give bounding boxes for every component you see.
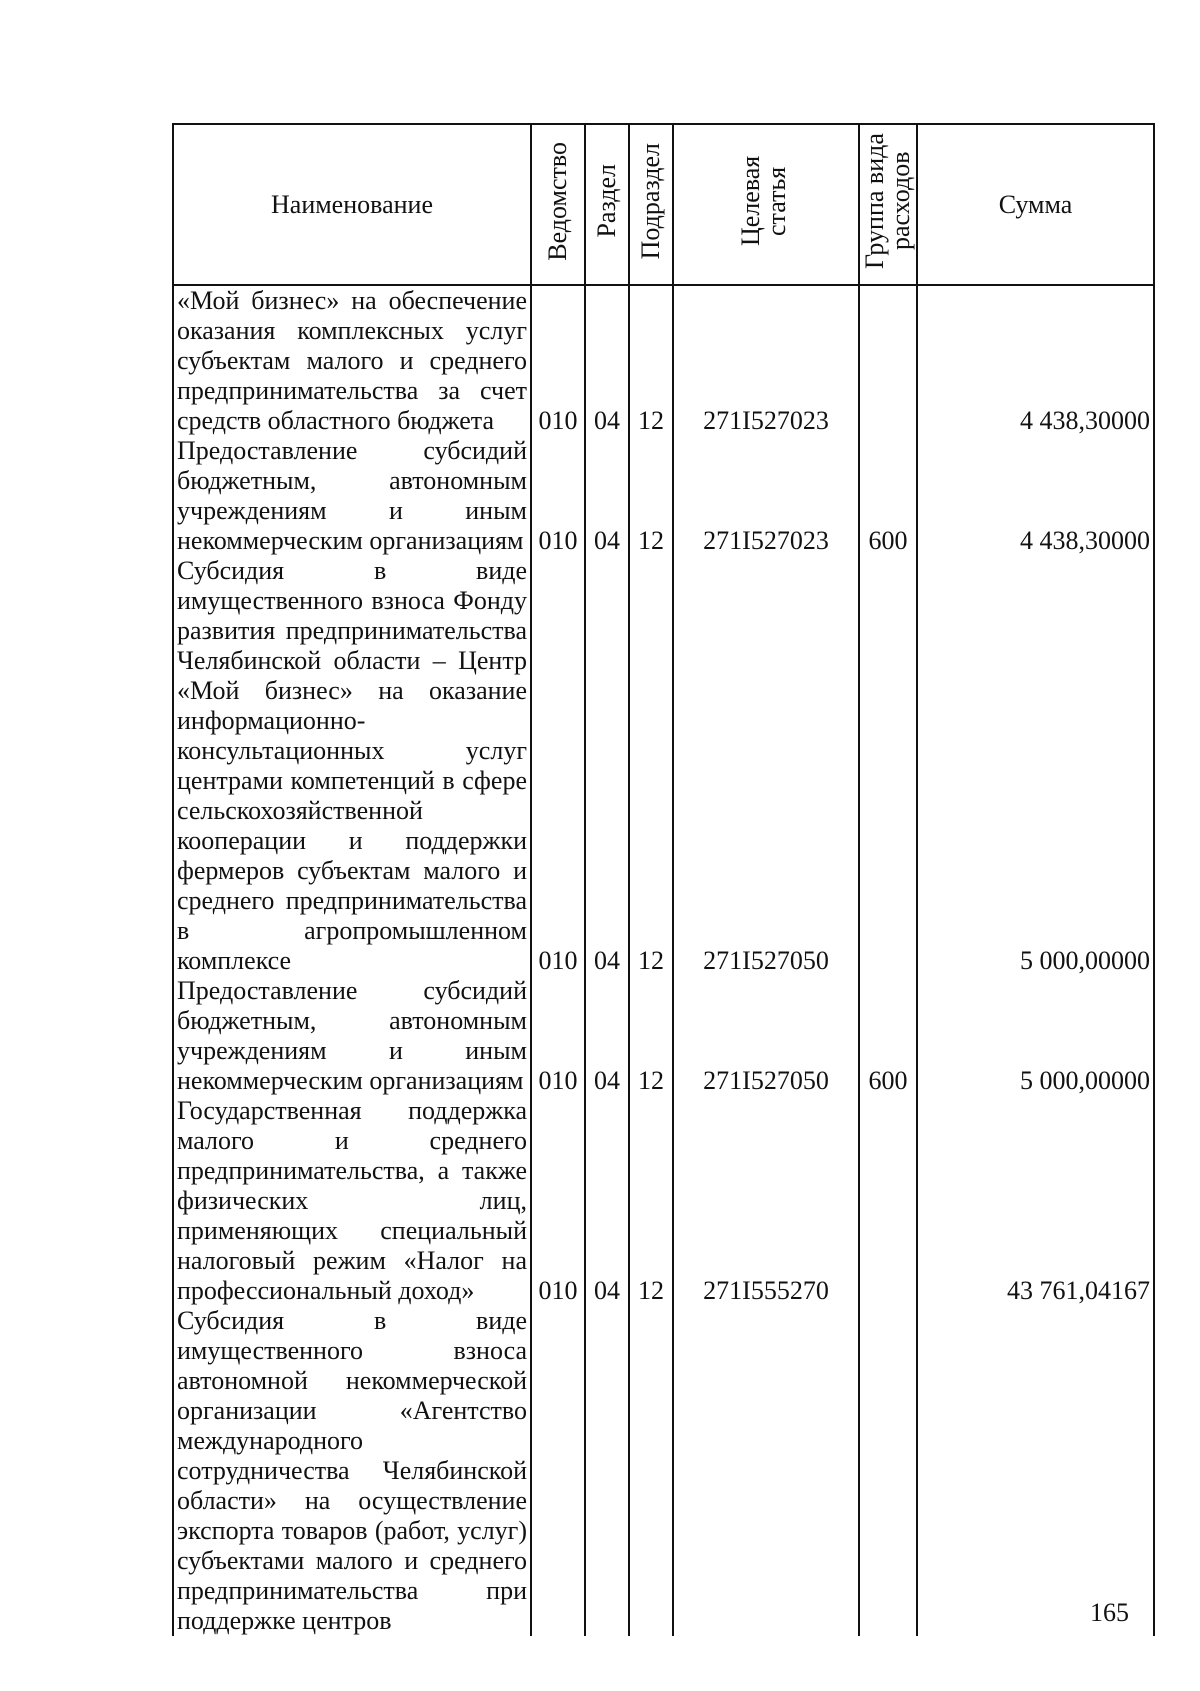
row-target-article: 271I527023	[673, 285, 859, 436]
budget-table	[172, 123, 1155, 1636]
row-department: 010	[531, 556, 585, 976]
row-name: «Мой бизнес» на обеспечение оказания комплексных услуг субъектам малого и среднего предпринимательства за счет средств областного бюджета	[173, 285, 531, 436]
row-department: 010	[531, 436, 585, 556]
row-name: Государственная поддержка малого и среднего предпринимательства, а также физических лиц, применяющих специальный налоговый режим «Налог на профессиональный доход»	[173, 1096, 531, 1306]
table-row	[173, 976, 1154, 1096]
row-expense-group: 600	[859, 976, 917, 1096]
table-row	[173, 556, 1154, 976]
row-department: 010	[531, 976, 585, 1096]
row-amount: 5 000,00000	[917, 556, 1154, 976]
row-expense-group: 600	[859, 436, 917, 556]
header-subsection: Подраздел	[629, 124, 673, 285]
header-expense-group: Группа вида расходов	[859, 124, 917, 285]
row-section	[585, 1306, 629, 1636]
row-section: 04	[585, 976, 629, 1096]
row-subsection: 12	[629, 436, 673, 556]
row-subsection	[629, 1306, 673, 1636]
row-amount	[917, 1306, 1154, 1636]
row-amount: 43 761,04167	[917, 1096, 1154, 1306]
row-target-article: 271I527050	[673, 976, 859, 1096]
row-target-article	[673, 1306, 859, 1636]
row-section: 04	[585, 556, 629, 976]
row-section: 04	[585, 285, 629, 436]
row-name: Предоставление субсидий бюджетным, автономным учреждениям и иным некоммерческим организациям	[173, 436, 531, 556]
row-amount: 5 000,00000	[917, 976, 1154, 1096]
row-amount: 4 438,30000	[917, 436, 1154, 556]
row-subsection: 12	[629, 285, 673, 436]
row-subsection: 12	[629, 976, 673, 1096]
page-number: 165	[1090, 1598, 1129, 1627]
row-name: Субсидия в виде имущественного взноса Фонду развития предпринимательства Челябинской области – Центр «Мой бизнес» на оказание информационно-консультационных услуг центрами компетенций в сфере сельскохозяйственной кооперации и поддержки фермеров субъектам малого и среднего предпринимательства в агропромышленном комплексе	[173, 556, 531, 976]
table-header	[173, 124, 1154, 285]
row-name: Субсидия в виде имущественного взноса автономной некоммерческой организации «Агентство международного сотрудничества Челябинской области» на осуществление экспорта товаров (работ, услуг) субъектами малого и среднего предпринимательства при поддержке центров	[173, 1306, 531, 1636]
row-subsection: 12	[629, 1096, 673, 1306]
table-row	[173, 436, 1154, 556]
row-department: 010	[531, 285, 585, 436]
header-amount: Сумма	[917, 124, 1154, 285]
row-section: 04	[585, 1096, 629, 1306]
row-expense-group	[859, 1096, 917, 1306]
header-department: Ведомство	[531, 124, 585, 285]
row-expense-group	[859, 285, 917, 436]
header-section: Раздел	[585, 124, 629, 285]
header-name: Наименование	[173, 124, 531, 285]
row-target-article: 271I527050	[673, 556, 859, 976]
row-amount: 4 438,30000	[917, 285, 1154, 436]
row-name: Предоставление субсидий бюджетным, автономным учреждениям и иным некоммерческим организациям	[173, 976, 531, 1096]
table-row	[173, 285, 1154, 436]
row-subsection: 12	[629, 556, 673, 976]
row-target-article: 271I527023	[673, 436, 859, 556]
table-row	[173, 1306, 1154, 1636]
row-expense-group	[859, 556, 917, 976]
row-department	[531, 1306, 585, 1636]
header-target-article: Целевая статья	[673, 124, 859, 285]
row-expense-group	[859, 1306, 917, 1636]
table-row	[173, 1096, 1154, 1306]
row-target-article: 271I555270	[673, 1096, 859, 1306]
row-department: 010	[531, 1096, 585, 1306]
row-section: 04	[585, 436, 629, 556]
